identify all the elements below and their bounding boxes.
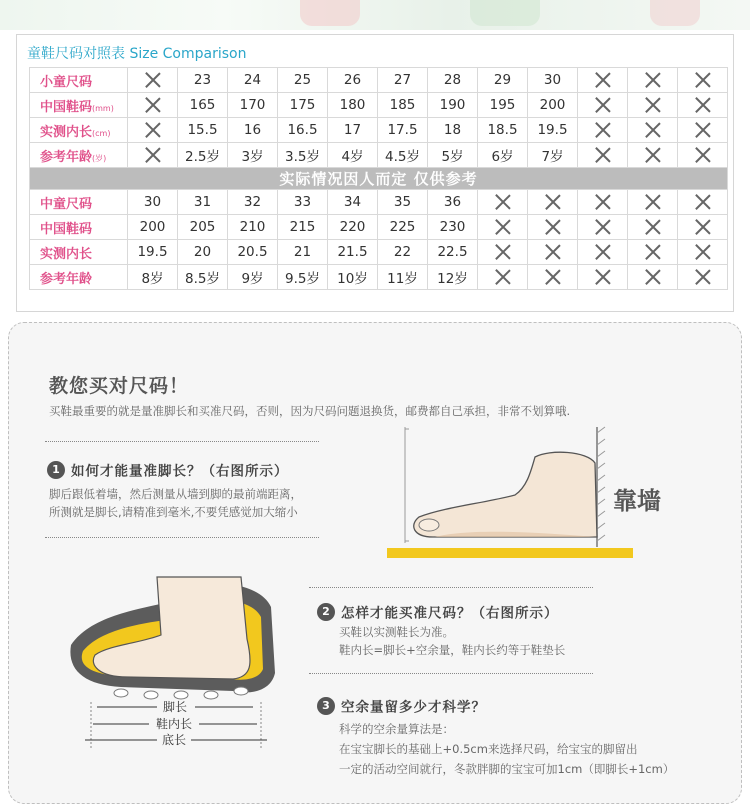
cross-icon — [645, 147, 661, 163]
size-cell: 18.5 — [478, 118, 528, 143]
size-cell: 34 — [328, 190, 378, 215]
step-1-line-1: 脚后跟低着墙，然后测量从墙到脚的最前端距离， — [49, 487, 302, 501]
size-cell: 3.5岁 — [278, 143, 328, 168]
wall-label: 靠墙 — [613, 487, 661, 515]
step-1-text — [49, 485, 302, 521]
cross-icon — [545, 244, 561, 260]
row-label-text: 实测内长 — [40, 124, 93, 140]
row-label — [30, 240, 128, 265]
size-cell: 10岁 — [328, 265, 378, 290]
size-cell: 195 — [478, 93, 528, 118]
na-cell — [578, 215, 628, 240]
step-2-heading — [317, 601, 559, 622]
cross-icon — [145, 97, 161, 113]
na-cell — [628, 93, 678, 118]
na-cell — [478, 240, 528, 265]
sole-length-label: 底长 — [161, 733, 187, 747]
row-label-text: 参考年龄 — [40, 271, 93, 287]
na-cell — [128, 118, 178, 143]
size-cell: 185 — [378, 93, 428, 118]
cross-icon — [495, 194, 511, 210]
size-cell: 165 — [178, 93, 228, 118]
size-cell: 4.5岁 — [378, 143, 428, 168]
row-unit: (cm) — [92, 128, 111, 138]
size-cell: 230 — [428, 215, 478, 240]
row-label — [30, 118, 128, 143]
na-cell — [628, 190, 678, 215]
size-cell: 25 — [278, 68, 328, 93]
size-cell: 30 — [528, 68, 578, 93]
size-cell: 11岁 — [378, 265, 428, 290]
cross-icon — [645, 269, 661, 285]
size-cell: 15.5 — [178, 118, 228, 143]
na-cell — [578, 93, 628, 118]
row-label-text: 实测内长 — [40, 246, 93, 262]
size-cell: 175 — [278, 93, 328, 118]
cross-icon — [595, 219, 611, 235]
row-unit: (mm) — [92, 103, 114, 113]
step-3-number: 3 — [317, 697, 335, 715]
cross-icon — [595, 122, 611, 138]
size-cell: 21.5 — [328, 240, 378, 265]
step-1-number: 1 — [47, 461, 65, 479]
size-cell: 30 — [128, 190, 178, 215]
size-cell: 19.5 — [128, 240, 178, 265]
size-cell: 4岁 — [328, 143, 378, 168]
step-3-line-1: 科学的空余量算法是： — [339, 722, 454, 736]
cross-icon — [495, 269, 511, 285]
na-cell — [128, 93, 178, 118]
divider-line — [45, 441, 319, 442]
cross-icon — [645, 97, 661, 113]
size-cell: 7岁 — [528, 143, 578, 168]
size-cell: 9岁 — [228, 265, 278, 290]
size-cell: 8.5岁 — [178, 265, 228, 290]
row-label — [30, 190, 128, 215]
step-1-line-2: 所测就是脚长,请精准到毫米,不要凭感觉加大缩小 — [49, 505, 298, 519]
na-cell — [628, 143, 678, 168]
divider-line — [309, 673, 593, 674]
na-cell — [478, 215, 528, 240]
na-cell — [628, 265, 678, 290]
row-label — [30, 215, 128, 240]
reference-banner-row — [30, 168, 728, 190]
size-cell: 32 — [228, 190, 278, 215]
foot-length-label: 脚长 — [162, 700, 188, 714]
na-cell — [478, 265, 528, 290]
na-cell — [678, 265, 728, 290]
size-row — [30, 68, 728, 93]
step-2-line-2: 鞋内长=脚长+空余量，鞋内长约等于鞋垫长 — [339, 643, 566, 657]
size-row — [30, 240, 728, 265]
size-cell: 20.5 — [228, 240, 278, 265]
cross-icon — [495, 219, 511, 235]
top-decor-strip — [0, 0, 750, 30]
step-1-heading — [47, 459, 289, 480]
cross-icon — [545, 219, 561, 235]
foot-shape — [414, 452, 597, 537]
size-cell: 215 — [278, 215, 328, 240]
size-cell: 3岁 — [228, 143, 278, 168]
na-cell — [578, 68, 628, 93]
cross-icon — [495, 244, 511, 260]
size-cell: 17.5 — [378, 118, 428, 143]
size-cell: 225 — [378, 215, 428, 240]
size-cell: 24 — [228, 68, 278, 93]
cross-icon — [595, 72, 611, 88]
na-cell — [628, 240, 678, 265]
size-cell: 6岁 — [478, 143, 528, 168]
cross-icon — [695, 269, 711, 285]
na-cell — [578, 265, 628, 290]
size-cell: 210 — [228, 215, 278, 240]
cross-icon — [595, 244, 611, 260]
size-chart-card — [16, 34, 734, 312]
size-cell: 200 — [528, 93, 578, 118]
inner-length-label: 鞋内长 — [155, 717, 193, 731]
na-cell — [528, 240, 578, 265]
insole-bar — [387, 548, 633, 558]
size-row — [30, 190, 728, 215]
cross-icon — [145, 147, 161, 163]
size-cell: 20 — [178, 240, 228, 265]
na-cell — [678, 93, 728, 118]
cross-icon — [695, 122, 711, 138]
cross-icon — [695, 72, 711, 88]
size-cell: 23 — [178, 68, 228, 93]
row-label-text: 小童尺码 — [40, 74, 93, 90]
na-cell — [678, 215, 728, 240]
na-cell — [528, 190, 578, 215]
size-cell: 12岁 — [428, 265, 478, 290]
step-3-text — [339, 719, 674, 779]
size-cell: 190 — [428, 93, 478, 118]
size-cell: 9.5岁 — [278, 265, 328, 290]
size-cell: 170 — [228, 93, 278, 118]
cross-icon — [645, 72, 661, 88]
cross-icon — [595, 97, 611, 113]
step-3-line-2: 在宝宝脚长的基础上+0.5cm来选择尺码，给宝宝的脚留出 — [339, 742, 638, 756]
cross-icon — [695, 244, 711, 260]
size-cell: 18 — [428, 118, 478, 143]
size-cell: 205 — [178, 215, 228, 240]
na-cell — [678, 240, 728, 265]
size-cell: 36 — [428, 190, 478, 215]
row-label-text: 参考年龄 — [40, 149, 93, 165]
row-label — [30, 143, 128, 168]
step-2-line-1: 买鞋以实测鞋长为准。 — [339, 625, 454, 639]
size-cell: 8岁 — [128, 265, 178, 290]
cross-icon — [545, 194, 561, 210]
size-cell: 2.5岁 — [178, 143, 228, 168]
size-row — [30, 143, 728, 168]
reference-banner: 实际情况因人而定 仅供参考 — [30, 168, 728, 190]
size-cell: 27 — [378, 68, 428, 93]
cross-icon — [595, 147, 611, 163]
step-3-title: 空余量留多少才科学？ — [341, 699, 486, 716]
divider-line — [309, 587, 593, 588]
size-cell: 22.5 — [428, 240, 478, 265]
step-1-title: 如何才能量准脚长？（右图所示） — [71, 463, 289, 480]
size-cell: 19.5 — [528, 118, 578, 143]
row-label-text: 中国鞋码 — [40, 221, 93, 237]
cross-icon — [595, 269, 611, 285]
na-cell — [578, 143, 628, 168]
row-label-text: 中童尺码 — [40, 196, 93, 212]
na-cell — [628, 118, 678, 143]
step-3-heading — [317, 695, 486, 716]
na-cell — [628, 68, 678, 93]
na-cell — [128, 143, 178, 168]
na-cell — [528, 265, 578, 290]
cross-icon — [695, 97, 711, 113]
size-cell: 220 — [328, 215, 378, 240]
na-cell — [528, 215, 578, 240]
size-cell: 31 — [178, 190, 228, 215]
na-cell — [578, 118, 628, 143]
cross-icon — [545, 269, 561, 285]
size-chart-title: 童鞋尺码对照表 Size Comparison — [27, 46, 247, 62]
size-row — [30, 265, 728, 290]
wall-hatching — [597, 427, 605, 547]
cross-icon — [645, 244, 661, 260]
row-unit: (岁) — [92, 153, 107, 163]
step-3-line-3: 一定的活动空间就行，冬款胖脚的宝宝可加1cm（即脚长+1cm） — [339, 762, 675, 776]
na-cell — [578, 240, 628, 265]
size-cell: 180 — [328, 93, 378, 118]
na-cell — [578, 190, 628, 215]
size-cell: 29 — [478, 68, 528, 93]
cross-icon — [645, 194, 661, 210]
na-cell — [678, 118, 728, 143]
guide-title: 教您买对尺码！ — [49, 375, 190, 397]
na-cell — [478, 190, 528, 215]
size-row — [30, 215, 728, 240]
step-2-text — [339, 623, 565, 659]
na-cell — [628, 215, 678, 240]
row-label — [30, 265, 128, 290]
size-row — [30, 93, 728, 118]
divider-line — [45, 537, 319, 538]
step-2-number: 2 — [317, 603, 335, 621]
size-table — [29, 67, 728, 290]
size-cell: 28 — [428, 68, 478, 93]
size-cell: 5岁 — [428, 143, 478, 168]
cross-icon — [695, 194, 711, 210]
foot-in-shoe-illustration — [61, 573, 281, 753]
cross-icon — [645, 122, 661, 138]
size-cell: 35 — [378, 190, 428, 215]
size-guide-panel — [8, 322, 742, 804]
cross-icon — [695, 147, 711, 163]
na-cell — [128, 68, 178, 93]
size-cell: 33 — [278, 190, 328, 215]
row-label-text: 中国鞋码 — [40, 99, 93, 115]
size-cell: 17 — [328, 118, 378, 143]
size-row — [30, 118, 728, 143]
size-cell: 200 — [128, 215, 178, 240]
size-cell: 16.5 — [278, 118, 328, 143]
cross-icon — [645, 219, 661, 235]
size-cell: 26 — [328, 68, 378, 93]
na-cell — [678, 190, 728, 215]
size-cell: 21 — [278, 240, 328, 265]
size-cell: 22 — [378, 240, 428, 265]
row-label — [30, 68, 128, 93]
foot-against-wall-illustration — [375, 425, 635, 565]
cross-icon — [145, 72, 161, 88]
step-2-title: 怎样才能买准尺码？（右图所示） — [341, 605, 559, 622]
cross-icon — [695, 219, 711, 235]
na-cell — [678, 68, 728, 93]
na-cell — [678, 143, 728, 168]
size-cell: 16 — [228, 118, 278, 143]
row-label — [30, 93, 128, 118]
guide-subtitle: 买鞋最重要的就是量准脚长和买准尺码，否则，因为尺码问题退换货，邮费都自己承担，非常不划算哦. — [49, 404, 571, 418]
cross-icon — [145, 122, 161, 138]
cross-icon — [595, 194, 611, 210]
